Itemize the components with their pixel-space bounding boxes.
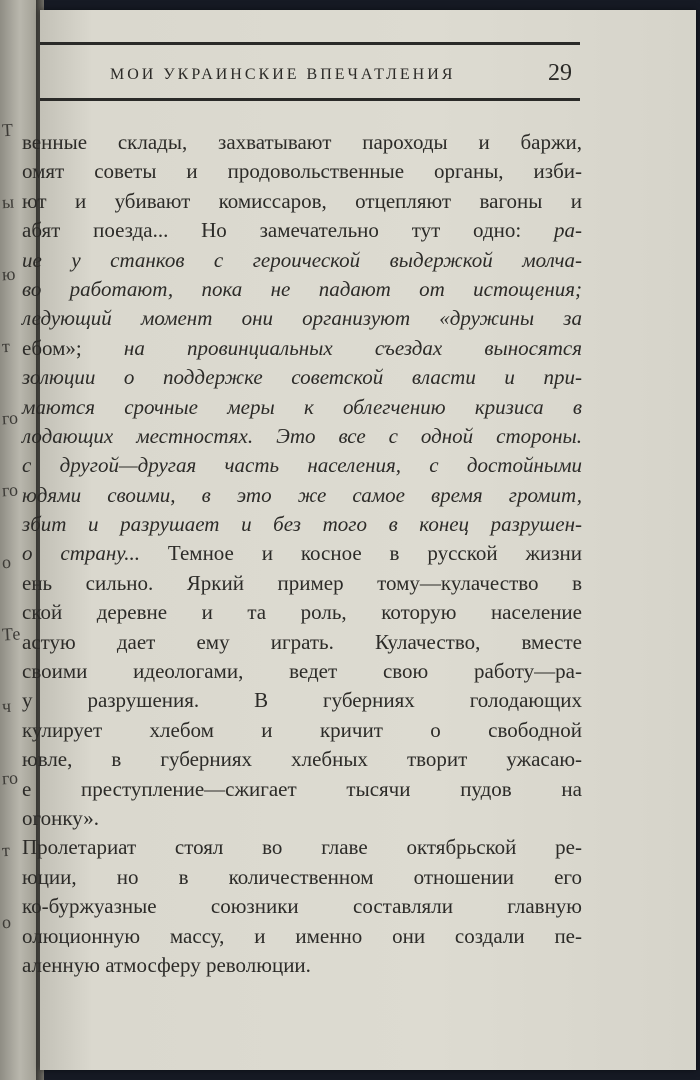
previous-page-fragment: Т: [1, 119, 14, 141]
text-line: астую дает ему играть. Кулачество, вместе: [22, 629, 582, 654]
text-line: ень сильно. Яркий пример тому—кулачество в: [22, 570, 582, 595]
previous-page-fragment: го: [1, 767, 19, 789]
previous-page-fragment: о: [1, 911, 12, 933]
text-line: Пролетариат стоял во главе октябрьской ре-: [22, 835, 582, 860]
text-line: юции, но в количественном отношении его: [22, 864, 582, 889]
book-page: [22, 10, 696, 1070]
text-line: збит и разрушает и без того в конец разрушен-: [22, 512, 582, 537]
text-line: ют и убивают комиссаров, отцепляют вагоны и: [22, 188, 582, 213]
previous-page-fragment: го: [1, 479, 19, 501]
text-line: ской деревне и та роль, которую население: [22, 600, 582, 625]
text-line: аленную атмосферу революции.: [22, 952, 311, 977]
text-line: огонку».: [22, 805, 100, 830]
text-line: у разрушения. В губерниях голодающих: [22, 688, 582, 713]
text-line: ледующий момент они организуют «дружины за: [22, 306, 582, 331]
text-line: лодающих местностях. Это все с одной стороны.: [22, 423, 582, 448]
text-line: кулирует хлебом и кричит о свободной: [22, 717, 582, 742]
header-rule-bottom: [40, 98, 580, 101]
text-line: ие у станков с героической выдержкой молча-: [22, 247, 582, 272]
text-line: о страну... Темное и косное в русской жизни: [22, 541, 582, 566]
running-title: МОИ УКРАИНСКИЕ ВПЕЧАТЛЕНИЯ: [110, 66, 456, 83]
text-line: омят советы и продовольственные органы, изби-: [22, 159, 582, 184]
body-text: [22, 128, 582, 980]
text-line: своими идеологами, ведет свою работу—ра-: [22, 659, 582, 684]
text-line: венные склады, захватывают пароходы и баржи,: [22, 130, 582, 154]
previous-page-fragment: т: [1, 839, 11, 861]
previous-page-fragment: ы: [1, 191, 15, 213]
text-line: е преступление—сжигает тысячи пудов на: [22, 776, 582, 801]
previous-page-fragment: Те: [1, 623, 21, 645]
previous-page-fragment: ю: [1, 263, 16, 285]
text-line: ювле, в губерниях хлебных творит ужасаю-: [22, 747, 582, 772]
text-line: юдями своими, в это же самое время громит,: [22, 482, 582, 507]
previous-page-fragment: о: [1, 551, 12, 573]
previous-page-fragment: го: [1, 407, 19, 429]
header-rule-top: [40, 42, 580, 45]
text-line: с другой—другая часть населения, с достойными: [22, 453, 582, 478]
text-line: ебом»; на провинциальных съездах выносятся: [22, 335, 582, 360]
previous-page-fragment: ч: [1, 695, 12, 717]
page-number: 29: [548, 60, 572, 86]
previous-page-fragment: т: [1, 335, 11, 357]
text-line: абят поезда... Но замечательно тут одно: ра-: [22, 218, 582, 243]
text-line: золюции о поддержке советской власти и при-: [22, 365, 582, 390]
text-line: маются срочные меры к облегчению кризиса в: [22, 394, 582, 419]
text-line: олюционную массу, и именно они создали пе-: [22, 923, 582, 948]
text-line: ко-буржуазные союзники составляли главную: [22, 894, 582, 919]
text-line: во работают, пока не падают от истощения;: [22, 276, 582, 301]
